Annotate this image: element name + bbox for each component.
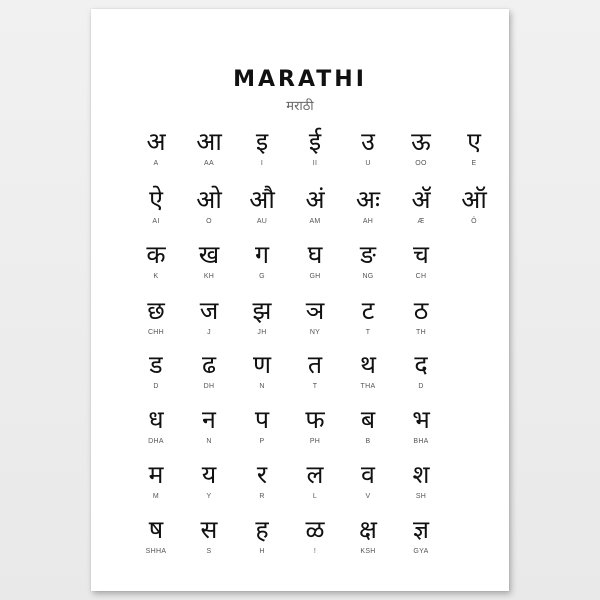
- letter-cell: [126, 350, 186, 392]
- letter-cell: [126, 296, 186, 338]
- transliteration-label: GYA: [413, 548, 429, 555]
- devanagari-letter: ज्ञ: [412, 515, 430, 544]
- devanagari-letter: ग: [254, 240, 270, 269]
- transliteration-label: U: [365, 160, 371, 167]
- letter-cell: [338, 405, 398, 447]
- transliteration-label: GH: [309, 273, 321, 280]
- letter-cell: [338, 460, 398, 502]
- transliteration-label: K: [153, 273, 159, 280]
- letter-cell: [285, 296, 345, 338]
- poster-title: MARATHI: [233, 67, 367, 92]
- devanagari-letter: ठ: [413, 296, 429, 325]
- devanagari-letter: ञ: [305, 296, 325, 325]
- devanagari-letter: ऊ: [411, 127, 431, 156]
- transliteration-label: Y: [206, 493, 212, 500]
- transliteration-label: DH: [203, 383, 215, 390]
- transliteration-label: AH: [362, 218, 374, 225]
- transliteration-label: AI: [152, 218, 160, 225]
- transliteration-label: N: [206, 438, 212, 445]
- transliteration-label: AM: [309, 218, 321, 225]
- transliteration-label: O: [206, 218, 212, 225]
- devanagari-letter: क्ष: [359, 515, 377, 544]
- poster: [91, 9, 509, 591]
- letter-cell: [391, 185, 451, 227]
- devanagari-letter: ट: [361, 296, 375, 325]
- letter-cell: [126, 405, 186, 447]
- transliteration-label: PH: [309, 438, 321, 445]
- letter-cell: [285, 350, 345, 392]
- letter-cell: [391, 460, 451, 502]
- devanagari-letter: ई: [308, 127, 322, 156]
- devanagari-letter: र: [256, 460, 268, 489]
- transliteration-label: D: [418, 383, 424, 390]
- transliteration-label: NG: [362, 273, 374, 280]
- devanagari-letter: ब: [360, 405, 376, 434]
- transliteration-label: T: [365, 329, 371, 336]
- letter-cell: [285, 127, 345, 169]
- transliteration-label: E: [471, 160, 477, 167]
- letter-cell: [126, 460, 186, 502]
- devanagari-letter: ल: [306, 460, 324, 489]
- devanagari-letter: घ: [307, 240, 323, 269]
- letter-cell: [179, 460, 239, 502]
- devanagari-letter: य: [201, 460, 217, 489]
- devanagari-letter: भ: [412, 405, 430, 434]
- letter-cell: [179, 350, 239, 392]
- devanagari-letter: ज: [199, 296, 219, 325]
- devanagari-letter: ख: [198, 240, 220, 269]
- transliteration-label: D: [153, 383, 159, 390]
- letter-cell: [126, 240, 186, 282]
- devanagari-letter: श: [412, 460, 430, 489]
- devanagari-letter: द: [414, 350, 428, 379]
- transliteration-label: Æ: [417, 218, 425, 225]
- letter-cell: [391, 127, 451, 169]
- letter-cell: [179, 127, 239, 169]
- letter-cell: [338, 515, 398, 557]
- letter-cell: [179, 185, 239, 227]
- letter-cell: [285, 460, 345, 502]
- devanagari-letter: झ: [252, 296, 272, 325]
- devanagari-letter: अं: [305, 185, 325, 214]
- transliteration-label: SHHA: [145, 548, 167, 555]
- letter-cell: [126, 515, 186, 557]
- letter-cell: [179, 296, 239, 338]
- letter-cell: [285, 240, 345, 282]
- letter-cell: [338, 185, 398, 227]
- transliteration-label: NY: [309, 329, 321, 336]
- devanagari-letter: औ: [249, 185, 275, 214]
- transliteration-label: H: [259, 548, 265, 555]
- letter-cell: [232, 405, 292, 447]
- devanagari-letter: ऐ: [149, 185, 163, 214]
- letter-cell: [338, 296, 398, 338]
- devanagari-letter: ळ: [305, 515, 325, 544]
- letter-cell: [285, 405, 345, 447]
- transliteration-label: P: [259, 438, 265, 445]
- transliteration-label: AU: [256, 218, 268, 225]
- letter-cell: [444, 127, 504, 169]
- devanagari-letter: ओ: [196, 185, 222, 214]
- transliteration-label: THA: [360, 383, 376, 390]
- devanagari-letter: ङ: [360, 240, 376, 269]
- transliteration-label: N: [259, 383, 265, 390]
- transliteration-label: G: [259, 273, 265, 280]
- transliteration-label: DHA: [148, 438, 164, 445]
- letter-cell: [232, 296, 292, 338]
- transliteration-label: R: [259, 493, 265, 500]
- devanagari-letter: म: [148, 460, 164, 489]
- devanagari-letter: प: [254, 405, 270, 434]
- letter-cell: [232, 127, 292, 169]
- devanagari-letter: त: [307, 350, 323, 379]
- transliteration-label: A: [153, 160, 159, 167]
- letter-cell: [232, 240, 292, 282]
- devanagari-letter: अः: [355, 185, 381, 214]
- transliteration-label: KH: [203, 273, 215, 280]
- poster-subtitle: मराठी: [286, 99, 314, 114]
- transliteration-label: BHA: [413, 438, 429, 445]
- transliteration-label: J: [207, 329, 211, 336]
- letter-cell: [232, 460, 292, 502]
- devanagari-letter: ण: [252, 350, 272, 379]
- transliteration-label: S: [206, 548, 212, 555]
- devanagari-letter: इ: [255, 127, 269, 156]
- letter-cell: [338, 240, 398, 282]
- transliteration-label: V: [365, 493, 371, 500]
- letter-cell: [232, 185, 292, 227]
- devanagari-letter: ऑ: [461, 185, 487, 214]
- letter-cell: [179, 405, 239, 447]
- devanagari-letter: छ: [147, 296, 165, 325]
- devanagari-letter: उ: [361, 127, 375, 156]
- devanagari-letter: ढ: [201, 350, 217, 379]
- transliteration-label: KSH: [360, 548, 376, 555]
- letter-cell: [126, 185, 186, 227]
- transliteration-label: I: [260, 160, 264, 167]
- letter-cell: [285, 515, 345, 557]
- transliteration-label: L: [312, 493, 318, 500]
- transliteration-label: CHH: [147, 329, 165, 336]
- devanagari-letter: ह: [255, 515, 269, 544]
- devanagari-letter: ए: [467, 127, 481, 156]
- devanagari-letter: फ: [305, 405, 325, 434]
- devanagari-letter: न: [202, 405, 216, 434]
- letter-cell: [338, 127, 398, 169]
- transliteration-label: M: [152, 493, 160, 500]
- transliteration-label: B: [365, 438, 371, 445]
- transliteration-label: !: [313, 548, 317, 555]
- letter-cell: [391, 350, 451, 392]
- letter-cell: [232, 515, 292, 557]
- devanagari-letter: ड: [149, 350, 163, 379]
- transliteration-label: OO: [415, 160, 427, 167]
- devanagari-letter: थ: [360, 350, 376, 379]
- letter-cell: [179, 515, 239, 557]
- letter-cell: [391, 296, 451, 338]
- letter-cell: [391, 240, 451, 282]
- transliteration-label: AA: [204, 160, 214, 167]
- transliteration-label: TH: [416, 329, 426, 336]
- devanagari-letter: ष: [148, 515, 164, 544]
- letter-cell: [179, 240, 239, 282]
- devanagari-letter: ॲ: [411, 185, 431, 214]
- letter-cell: [285, 185, 345, 227]
- transliteration-label: JH: [257, 329, 267, 336]
- letter-cell: [232, 350, 292, 392]
- letter-cell: [444, 185, 504, 227]
- transliteration-label: SH: [415, 493, 427, 500]
- transliteration-label: CH: [415, 273, 427, 280]
- devanagari-letter: क: [146, 240, 166, 269]
- devanagari-letter: च: [413, 240, 429, 269]
- letter-cell: [126, 127, 186, 169]
- devanagari-letter: स: [200, 515, 218, 544]
- devanagari-letter: ध: [148, 405, 164, 434]
- transliteration-label: T: [312, 383, 318, 390]
- devanagari-letter: आ: [196, 127, 222, 156]
- transliteration-label: Ô: [471, 218, 477, 225]
- letter-cell: [338, 350, 398, 392]
- letter-cell: [391, 515, 451, 557]
- devanagari-letter: अ: [146, 127, 166, 156]
- devanagari-letter: व: [361, 460, 375, 489]
- transliteration-label: II: [312, 160, 318, 167]
- letter-cell: [391, 405, 451, 447]
